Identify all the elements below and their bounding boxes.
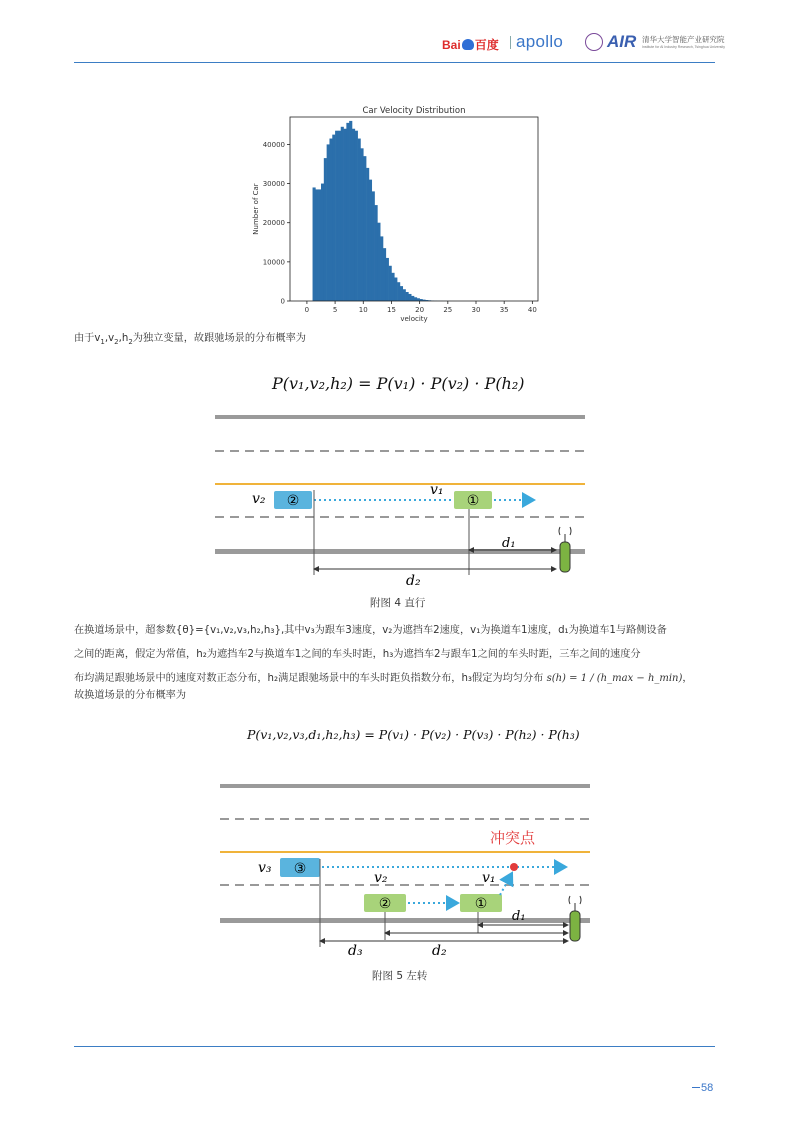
histogram-bar bbox=[313, 187, 316, 301]
histogram-bar bbox=[383, 248, 386, 301]
histogram-bar bbox=[324, 158, 327, 301]
d2-label: d₂ bbox=[432, 943, 447, 959]
histogram-bar bbox=[318, 189, 321, 301]
road-edge-bottom bbox=[220, 918, 590, 923]
v1-label: v₁ bbox=[482, 870, 496, 886]
logo-divider bbox=[510, 36, 511, 49]
car-1-number: ① bbox=[474, 896, 488, 912]
histogram-bar bbox=[355, 131, 358, 301]
d3-label: d₃ bbox=[348, 943, 363, 959]
x-tick-label: 20 bbox=[415, 306, 425, 314]
histogram-bar bbox=[344, 129, 347, 301]
histogram-bar bbox=[414, 297, 417, 301]
car-2-number: ② bbox=[286, 493, 300, 509]
roadside-unit-icon bbox=[559, 527, 571, 572]
chart-title: Car Velocity Distribution bbox=[362, 106, 466, 116]
x-tick-label: 15 bbox=[386, 306, 396, 314]
uniform-distribution-formula: s(h) = 1 / (h_max − h_min) bbox=[546, 673, 683, 684]
figure-5-caption: 附图 5 左转 bbox=[372, 970, 428, 982]
histogram-bar bbox=[341, 127, 344, 301]
page-number-dash bbox=[692, 1087, 700, 1089]
velocity-histogram bbox=[240, 100, 550, 330]
histogram-bar bbox=[363, 156, 366, 301]
histogram-bar bbox=[386, 258, 389, 301]
x-axis-label: velocity bbox=[400, 315, 428, 323]
formula-following: P(v₁,v₂,h₂) = P(v₁) · P(v₂) · P(h₂) bbox=[272, 374, 525, 393]
histogram-bar bbox=[360, 148, 363, 301]
histogram-bar bbox=[400, 286, 403, 301]
histogram-bar bbox=[389, 266, 392, 301]
paragraph-lane-change-line4: 故换道场景的分布概率为 bbox=[74, 690, 187, 701]
histogram-bar bbox=[403, 289, 406, 301]
d1-label: d₁ bbox=[502, 536, 516, 551]
histogram-bar bbox=[380, 236, 383, 301]
conflict-point-label: 冲突点 bbox=[490, 829, 536, 847]
histogram-bar bbox=[321, 184, 324, 301]
histogram-bar bbox=[346, 123, 349, 301]
histogram-bar bbox=[411, 296, 414, 301]
histogram-bar bbox=[329, 139, 332, 301]
road-edge-top bbox=[220, 784, 590, 788]
paragraph-lane-change-line1: 在换道场景中，超参数{θ}={v₁,v₂,v₃,h₂,h₃},其中v₃为跟车3速度，v₂为遮挡车2速度，v₁为换道车1速度，d₁为换道车1与路侧设备 bbox=[74, 625, 667, 636]
x-tick-label: 0 bbox=[304, 306, 310, 314]
institute-name: 清华大学智能产业研究院 bbox=[642, 35, 725, 44]
histogram-bar bbox=[397, 282, 400, 301]
x-tick-label: 30 bbox=[471, 306, 481, 314]
v2-label: v₂ bbox=[252, 491, 266, 507]
histogram-bar bbox=[349, 121, 352, 301]
v2-label: v₂ bbox=[374, 870, 388, 886]
x-tick-label: 40 bbox=[527, 306, 537, 314]
car-2-number: ② bbox=[378, 896, 392, 912]
histogram-bar bbox=[338, 131, 341, 301]
histogram-bar bbox=[375, 205, 378, 301]
histogram-bar bbox=[327, 144, 330, 301]
tsinghua-seal-icon bbox=[585, 33, 603, 51]
y-tick-label: 0 bbox=[280, 297, 285, 306]
histogram-bar bbox=[369, 180, 372, 301]
paragraph-independence: 由于$v_1,v_2,h_2$为独立变量，故跟驰场景的分布概率为 bbox=[74, 333, 306, 347]
paw-icon bbox=[462, 39, 474, 50]
formula-lane-change: P(v₁,v₂,v₃,d₁,h₂,h₃) = P(v₁) · P(v₂) · P(v₃) · P(h₂) · P(h₃) bbox=[247, 727, 580, 742]
histogram-bar bbox=[417, 298, 420, 301]
y-tick-label: 20000 bbox=[262, 219, 285, 228]
car-3-number: ③ bbox=[293, 861, 307, 877]
y-axis-label: Number of Car bbox=[252, 183, 260, 235]
header-divider bbox=[74, 62, 715, 63]
y-tick-label: 10000 bbox=[262, 258, 285, 267]
footer-divider bbox=[74, 1046, 715, 1047]
conflict-point bbox=[510, 863, 518, 871]
x-tick-label: 35 bbox=[499, 306, 509, 314]
histogram-bar bbox=[332, 135, 335, 301]
roadside-unit-icon bbox=[569, 896, 581, 941]
baidu-logo: Bai 百度 bbox=[442, 38, 499, 52]
histogram-bar bbox=[315, 189, 318, 301]
x-tick-label: 5 bbox=[332, 306, 338, 314]
histogram-bar bbox=[406, 292, 409, 301]
histogram-bar bbox=[352, 129, 355, 301]
y-tick-label: 40000 bbox=[262, 140, 285, 149]
histogram-bar bbox=[358, 139, 361, 301]
histogram-bar bbox=[391, 273, 394, 301]
histogram-bar bbox=[335, 131, 338, 301]
figure-left-turn bbox=[210, 775, 595, 965]
paragraph-lane-change-line3: 布均满足跟驰场景中的速度对数正态分布，h₂满足跟驰场景中的车头时距负指数分布，h₃假定为均匀分布 s(h) = 1 / (h_max − h_min)， bbox=[74, 673, 693, 684]
x-tick-label: 25 bbox=[443, 306, 453, 314]
paragraph-lane-change-line2: 之间的距离，假定为常值，h₂为遮挡车2与换道车1之间的车头时距，h₃为遮挡车2与跟车1之间的车头时距，三车之间的速度分 bbox=[74, 649, 641, 660]
histogram-bar bbox=[408, 294, 411, 301]
v3-label: v₃ bbox=[258, 860, 272, 876]
figure-straight-driving bbox=[210, 410, 590, 590]
y-tick-label: 30000 bbox=[262, 180, 285, 189]
page-number: 58 bbox=[692, 1082, 713, 1094]
histogram-bar bbox=[394, 278, 397, 301]
d1-label: d₁ bbox=[512, 909, 526, 924]
apollo-logo: apollo bbox=[516, 32, 564, 51]
car-1-number: ① bbox=[466, 493, 480, 509]
histogram-bar bbox=[366, 168, 369, 301]
d2-label: d₂ bbox=[406, 573, 421, 589]
x-tick-label: 10 bbox=[358, 306, 368, 314]
figure-4-caption: 附图 4 直行 bbox=[370, 597, 426, 609]
institute-name-en: Institute for AI Industry Research, Tsinghua University bbox=[642, 45, 726, 49]
road-edge-top bbox=[215, 415, 585, 419]
histogram-bar bbox=[372, 191, 375, 301]
air-logo: AIR bbox=[607, 32, 637, 51]
histogram-bar bbox=[377, 223, 380, 301]
v1-label: v₁ bbox=[430, 482, 444, 498]
